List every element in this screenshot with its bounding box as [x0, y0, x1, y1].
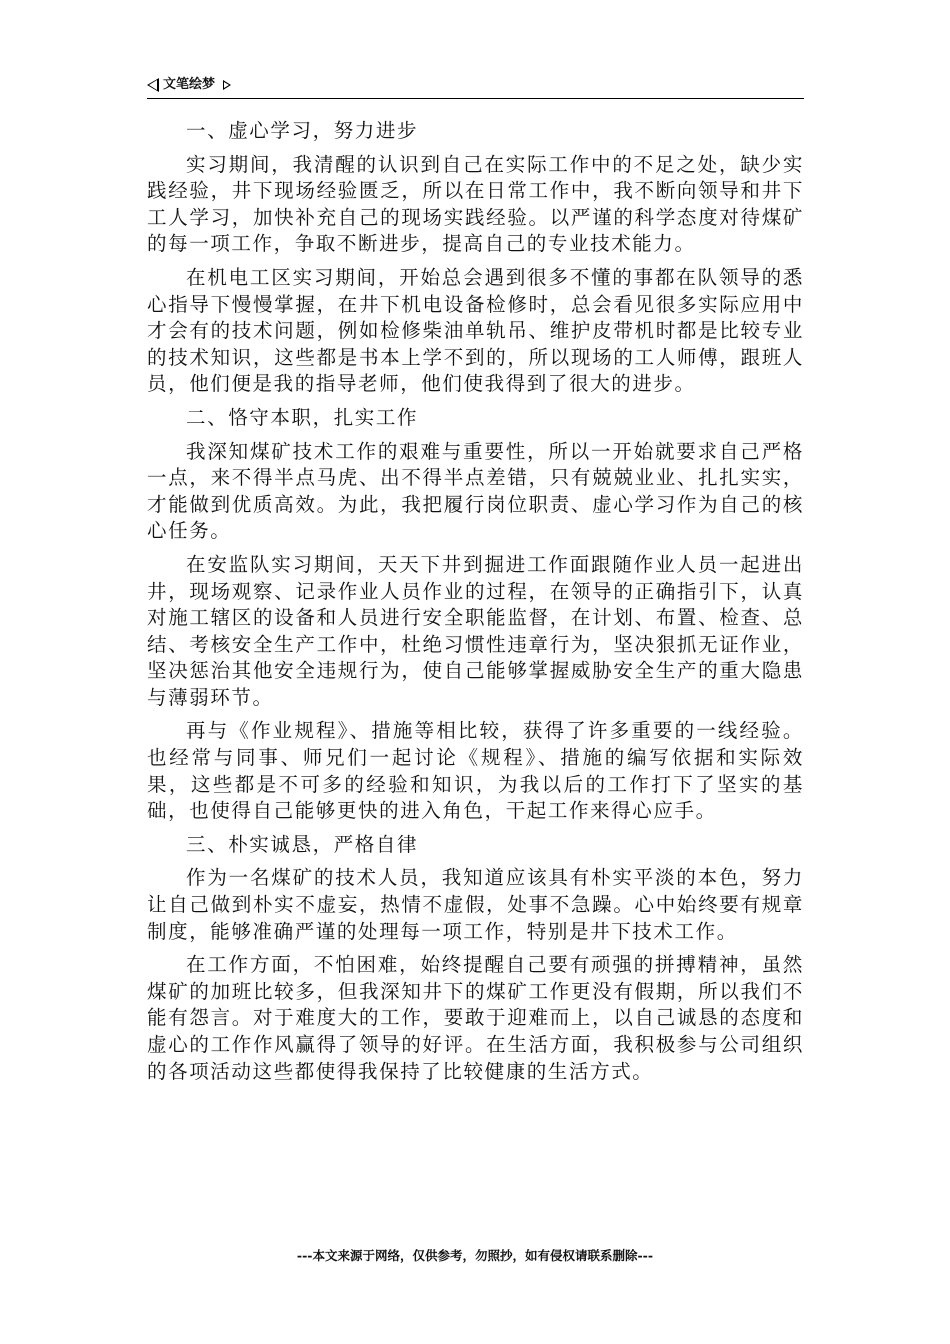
paragraph: 在安监队实习期间，天天下井到掘进工作面跟随作业人员一起进出井，现场观察、记录作业人员作业的过程，在领导的正确指引下，认真对施工辖区的设备和人员进行安全职能监督，在计划、布置、检查、总结、考核安全生产工作中，杜绝习惯性违章行为，坚决狠抓无证作业，坚决惩治其他安全违规行为，使自己能够掌握威胁安全生产的重大隐患与薄弱环节。 — [147, 552, 804, 709]
paragraph: 我深知煤矿技术工作的艰难与重要性，所以一开始就要求自己严格一点，来不得半点马虎、出不得半点差错，只有兢兢业业、扎扎实实，才能做到优质高效。为此，我把履行岗位职责、虚心学习作为自己的核心任务。 — [147, 439, 804, 543]
section-heading-1: 一、虚心学习，努力进步 — [186, 119, 419, 142]
left-triangle-icon — [147, 78, 159, 92]
page-header — [147, 76, 804, 99]
brand — [147, 76, 231, 94]
paragraph: 实习期间，我清醒的认识到自己在实际工作中的不足之处，缺少实践经验，井下现场经验匮乏，所以在日常工作中，我不断向领导和井下工人学习，加快补充自己的现场实践经验。以严谨的科学态度对待煤矿的每一项工作，争取不断进步，提高自己的专业技术能力。 — [147, 152, 804, 256]
paragraph: 作为一名煤矿的技术人员，我知道应该具有朴实平淡的本色，努力让自己做到朴实不虚妄，热情不虚假，处事不急躁。心中始终要有规章制度，能够准确严谨的处理每一项工作，特别是井下技术工作。 — [147, 866, 804, 943]
document-body — [147, 118, 804, 1092]
footer-notice: ---本文来源于网络，仅供参考，勿照抄，如有侵权请联系删除--- — [296, 1248, 654, 1263]
paragraph: 在工作方面，不怕困难，始终提醒自己要有顽强的拼搏精神，虽然煤矿的加班比较多，但我深知井下的煤矿工作更没有假期，所以我们不能有怨言。对于难度大的工作，要敢于迎难而上，以自己诚恳的态度和虚心的工作作风赢得了领导的好评。在生活方面，我积极参与公司组织的各项活动这些都使得我保持了比较健康的生活方式。 — [147, 953, 804, 1083]
paragraph: 在机电工区实习期间，开始总会遇到很多不懂的事都在队领导的悉心指导下慢慢掌握，在井下机电设备检修时，总会看见很多实际应用中才会有的技术问题，例如检修柴油单轨吊、维护皮带机时都是比较专业的技术知识，这些都是书本上学不到的，所以现场的工人师傅，跟班人员，他们便是我的指导老师，他们使我得到了很大的进步。 — [147, 265, 804, 396]
section-heading-2: 二、恪守本职，扎实工作 — [186, 405, 419, 429]
brand-name: 文笔绘梦 — [163, 77, 216, 92]
section-heading-3: 三、朴实诚恳，严格自律 — [186, 832, 419, 856]
paragraph: 再与《作业规程》、措施等相比较，获得了许多重要的一线经验。也经常与同事、师兄们一起讨论《规程》、措施的编写依据和实际效果，这些都是不可多的经验和知识，为我以后的工作打下了坚实的基础，也使得自己能够更快的进入角色，干起工作来得心应手。 — [147, 719, 804, 823]
right-triangle-icon — [223, 80, 231, 90]
